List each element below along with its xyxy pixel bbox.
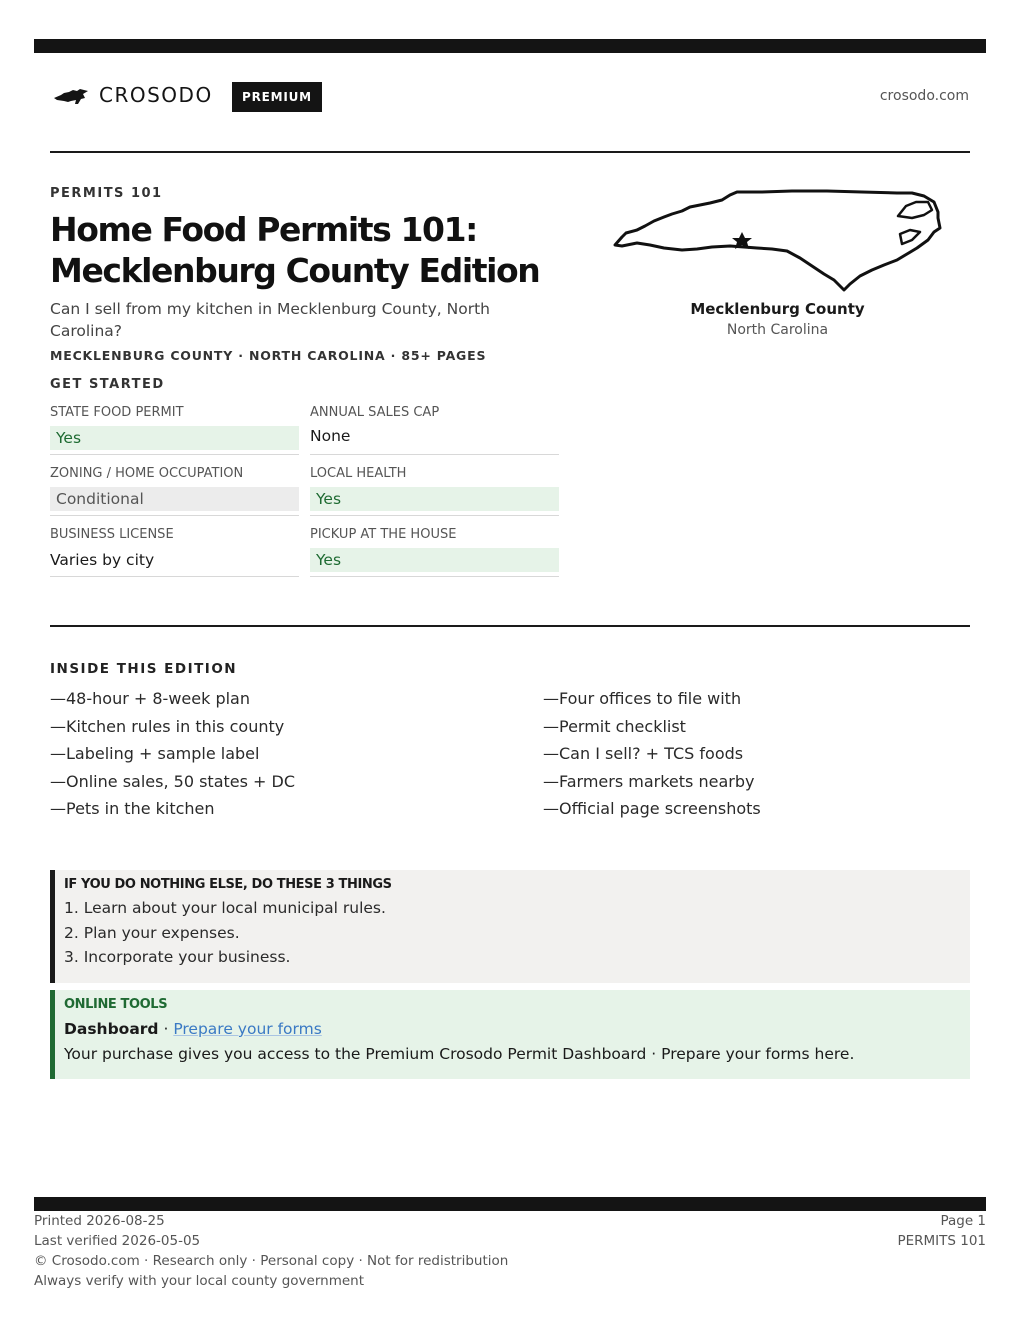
list-item: —Pets in the kitchen — [50, 799, 215, 819]
map-state-label: North Carolina — [726, 322, 829, 338]
disclaimer: Always verify with your local county government — [34, 1273, 364, 1289]
summary-value: Yes — [310, 487, 559, 511]
dashboard-line — [64, 1017, 970, 1042]
verified-date: Last verified 2026-05-05 — [34, 1233, 201, 1249]
online-tools-callout — [50, 990, 970, 1079]
divider — [50, 625, 970, 627]
footer-section: PERMITS 101 — [897, 1233, 986, 1249]
footer-left — [34, 1211, 508, 1291]
callout-heading: ONLINE TOOLS — [64, 997, 168, 1012]
contents-list-right — [543, 689, 963, 827]
summary-cell-pickup — [310, 525, 559, 577]
section-kicker: PERMITS 101 — [50, 186, 163, 201]
summary-label: BUSINESS LICENSE — [50, 527, 174, 542]
crow-icon — [54, 89, 88, 109]
prepare-forms-link[interactable]: Prepare your forms — [173, 1020, 322, 1038]
summary-label: ANNUAL SALES CAP — [310, 405, 440, 420]
list-item: 1. Learn about your local municipal rules. — [64, 899, 386, 917]
state-outline — [615, 191, 940, 290]
summary-value: None — [310, 427, 351, 445]
bottom-rule-bar — [34, 1197, 986, 1211]
summary-value: Yes — [50, 426, 299, 450]
map-county-label: Mecklenburg County — [690, 300, 865, 318]
footer-right — [897, 1211, 986, 1251]
get-started-heading: GET STARTED — [50, 377, 165, 392]
summary-label: ZONING / HOME OCCUPATION — [50, 466, 244, 481]
list-item: —Permit checklist — [543, 716, 686, 736]
summary-cell-business-license — [50, 525, 299, 577]
contents-list-left — [50, 689, 470, 827]
inside-edition-heading: INSIDE THIS EDITION — [50, 661, 238, 677]
page-subtitle: Can I sell from my kitchen in Mecklenburg County, North Carolina? — [50, 300, 490, 340]
edition-meta: MECKLENBURG COUNTY · NORTH CAROLINA · 85+ PAGES — [50, 348, 487, 363]
dashboard-label: Dashboard — [64, 1020, 159, 1038]
separator: · — [158, 1020, 174, 1038]
callout-heading: IF YOU DO NOTHING ELSE, DO THESE 3 THINGS — [64, 877, 392, 892]
dashboard-description: Your purchase gives you access to the Premium Crosodo Permit Dashboard · Prepare your forms here. — [64, 1045, 855, 1063]
list-item: —Can I sell? + TCS foods — [543, 744, 744, 764]
summary-label: LOCAL HEALTH — [310, 466, 407, 481]
list-item: —48-hour + 8-week plan — [50, 689, 250, 708]
summary-cell-zoning — [50, 464, 299, 516]
list-item: 3. Incorporate your business. — [64, 948, 291, 966]
title-line-2: Mecklenburg County Edition — [50, 251, 540, 290]
summary-value: Varies by city — [50, 551, 155, 569]
printed-date: Printed 2026-08-25 — [34, 1213, 165, 1229]
list-item: —Online sales, 50 states + DC — [50, 771, 296, 791]
must-do-callout — [50, 870, 970, 983]
list-item: 2. Plan your expenses. — [64, 923, 240, 942]
summary-cell-state-food-permit — [50, 403, 299, 455]
list-item: —Labeling + sample label — [50, 744, 260, 764]
page-number: Page 1 — [940, 1213, 986, 1229]
page-title — [50, 209, 570, 291]
top-rule-bar — [34, 39, 986, 53]
outer-banks — [898, 202, 932, 244]
summary-value: Conditional — [50, 487, 299, 511]
copyright-notice: © Crosodo.com · Research only · Personal copy · Not for redistribution — [34, 1253, 509, 1269]
summary-value: Yes — [310, 548, 559, 572]
north-carolina-map — [612, 188, 943, 298]
summary-cell-annual-sales-cap — [310, 403, 559, 455]
title-line-1: Home Food Permits 101: — [50, 210, 477, 249]
list-item: —Farmers markets nearby — [543, 771, 755, 791]
summary-label: STATE FOOD PERMIT — [50, 405, 184, 420]
list-item: —Kitchen rules in this county — [50, 716, 285, 736]
divider — [50, 151, 970, 153]
brand-name: CROSODO — [99, 83, 213, 107]
summary-label: PICKUP AT THE HOUSE — [310, 527, 457, 542]
list-item: —Official page screenshots — [543, 799, 761, 819]
header — [50, 80, 970, 114]
site-url[interactable]: crosodo.com — [879, 88, 969, 104]
premium-badge: PREMIUM — [232, 82, 322, 112]
list-item: —Four offices to file with — [543, 689, 742, 708]
summary-cell-local-health — [310, 464, 559, 516]
